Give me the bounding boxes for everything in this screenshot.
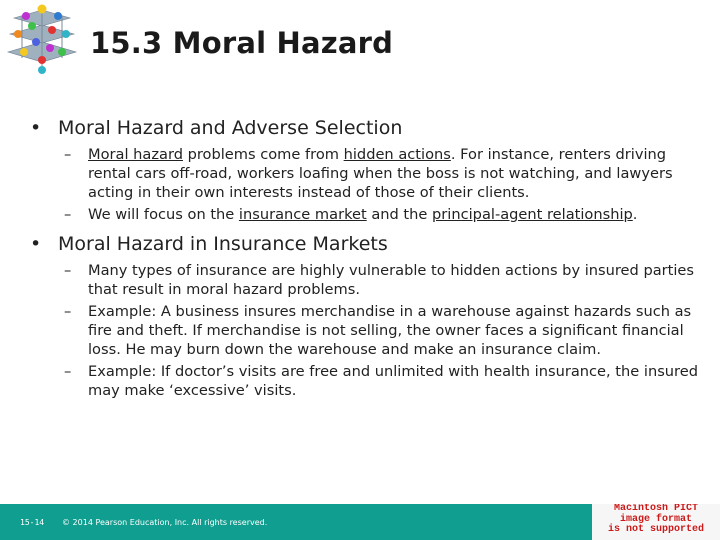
sub-bullet-text: . For instance, renters driving rental cars off-road, workers loafing when the boss is not watching, and lawyers acting in their own interests instead of those of their clients. bbox=[88, 146, 673, 201]
pict-notice-line: is not supported bbox=[607, 524, 704, 535]
sub-bullet-item bbox=[30, 145, 700, 202]
bullet-text: Moral Hazard in Insurance Markets bbox=[58, 233, 388, 255]
pict-notice-line: image format bbox=[619, 513, 692, 525]
unsupported-image-placeholder bbox=[592, 504, 720, 540]
pict-notice-line: Macintosh PICT bbox=[613, 504, 698, 514]
sub-bullet-text: . bbox=[632, 206, 638, 223]
sub-bullet-text: Many types of insurance are highly vulnerable to hidden actions by insured parties that result in moral hazard problems. bbox=[88, 262, 695, 298]
molecular-tower-icon bbox=[2, 2, 82, 76]
sub-bullet-text: Example: A business insures merchandise in a warehouse against hazards such as fire and theft. If merchandise is not selling, the owner faces a significant financial loss. He may burn down the warehouse and make an insurance claim. bbox=[88, 303, 692, 358]
sub-bullet-text: and the bbox=[366, 206, 433, 223]
slide-title: 15.3 Moral Hazard bbox=[90, 26, 394, 60]
bullet-marker: • bbox=[30, 117, 42, 139]
sub-bullet-item bbox=[30, 302, 700, 359]
sub-bullet-marker: – bbox=[64, 206, 72, 223]
footer-bar bbox=[0, 504, 592, 540]
slide-number: 15-14 bbox=[20, 518, 45, 527]
sub-bullet-marker: – bbox=[64, 262, 72, 279]
sub-bullet-text: We will focus on the bbox=[88, 206, 239, 223]
sub-bullet-item bbox=[30, 205, 700, 224]
term-insurance-market: insurance market bbox=[238, 206, 367, 223]
bullet-marker: • bbox=[30, 233, 42, 255]
bullet-text: Moral Hazard and Adverse Selection bbox=[58, 117, 403, 139]
term-principal-agent-relationship: principal-agent relationship bbox=[432, 206, 633, 223]
bullet-item bbox=[30, 232, 700, 256]
sub-bullet-item bbox=[30, 261, 700, 299]
sub-bullet-marker: – bbox=[64, 363, 72, 380]
term-hidden-actions: hidden actions bbox=[343, 146, 451, 163]
sub-bullet-marker: – bbox=[64, 303, 72, 320]
sub-bullet-text: problems come from bbox=[182, 146, 344, 163]
sub-bullet-marker: – bbox=[64, 146, 72, 163]
sub-bullet-item bbox=[30, 362, 700, 400]
bullet-item bbox=[30, 116, 700, 140]
copyright-notice: © 2014 Pearson Education, Inc. All rights reserved. bbox=[62, 518, 268, 527]
term-moral-hazard: Moral hazard bbox=[88, 146, 183, 163]
slide-content bbox=[30, 114, 700, 400]
sub-bullet-text: Example: If doctor’s visits are free and unlimited with health insurance, the insured may make ‘excessive’ visits. bbox=[88, 363, 698, 399]
